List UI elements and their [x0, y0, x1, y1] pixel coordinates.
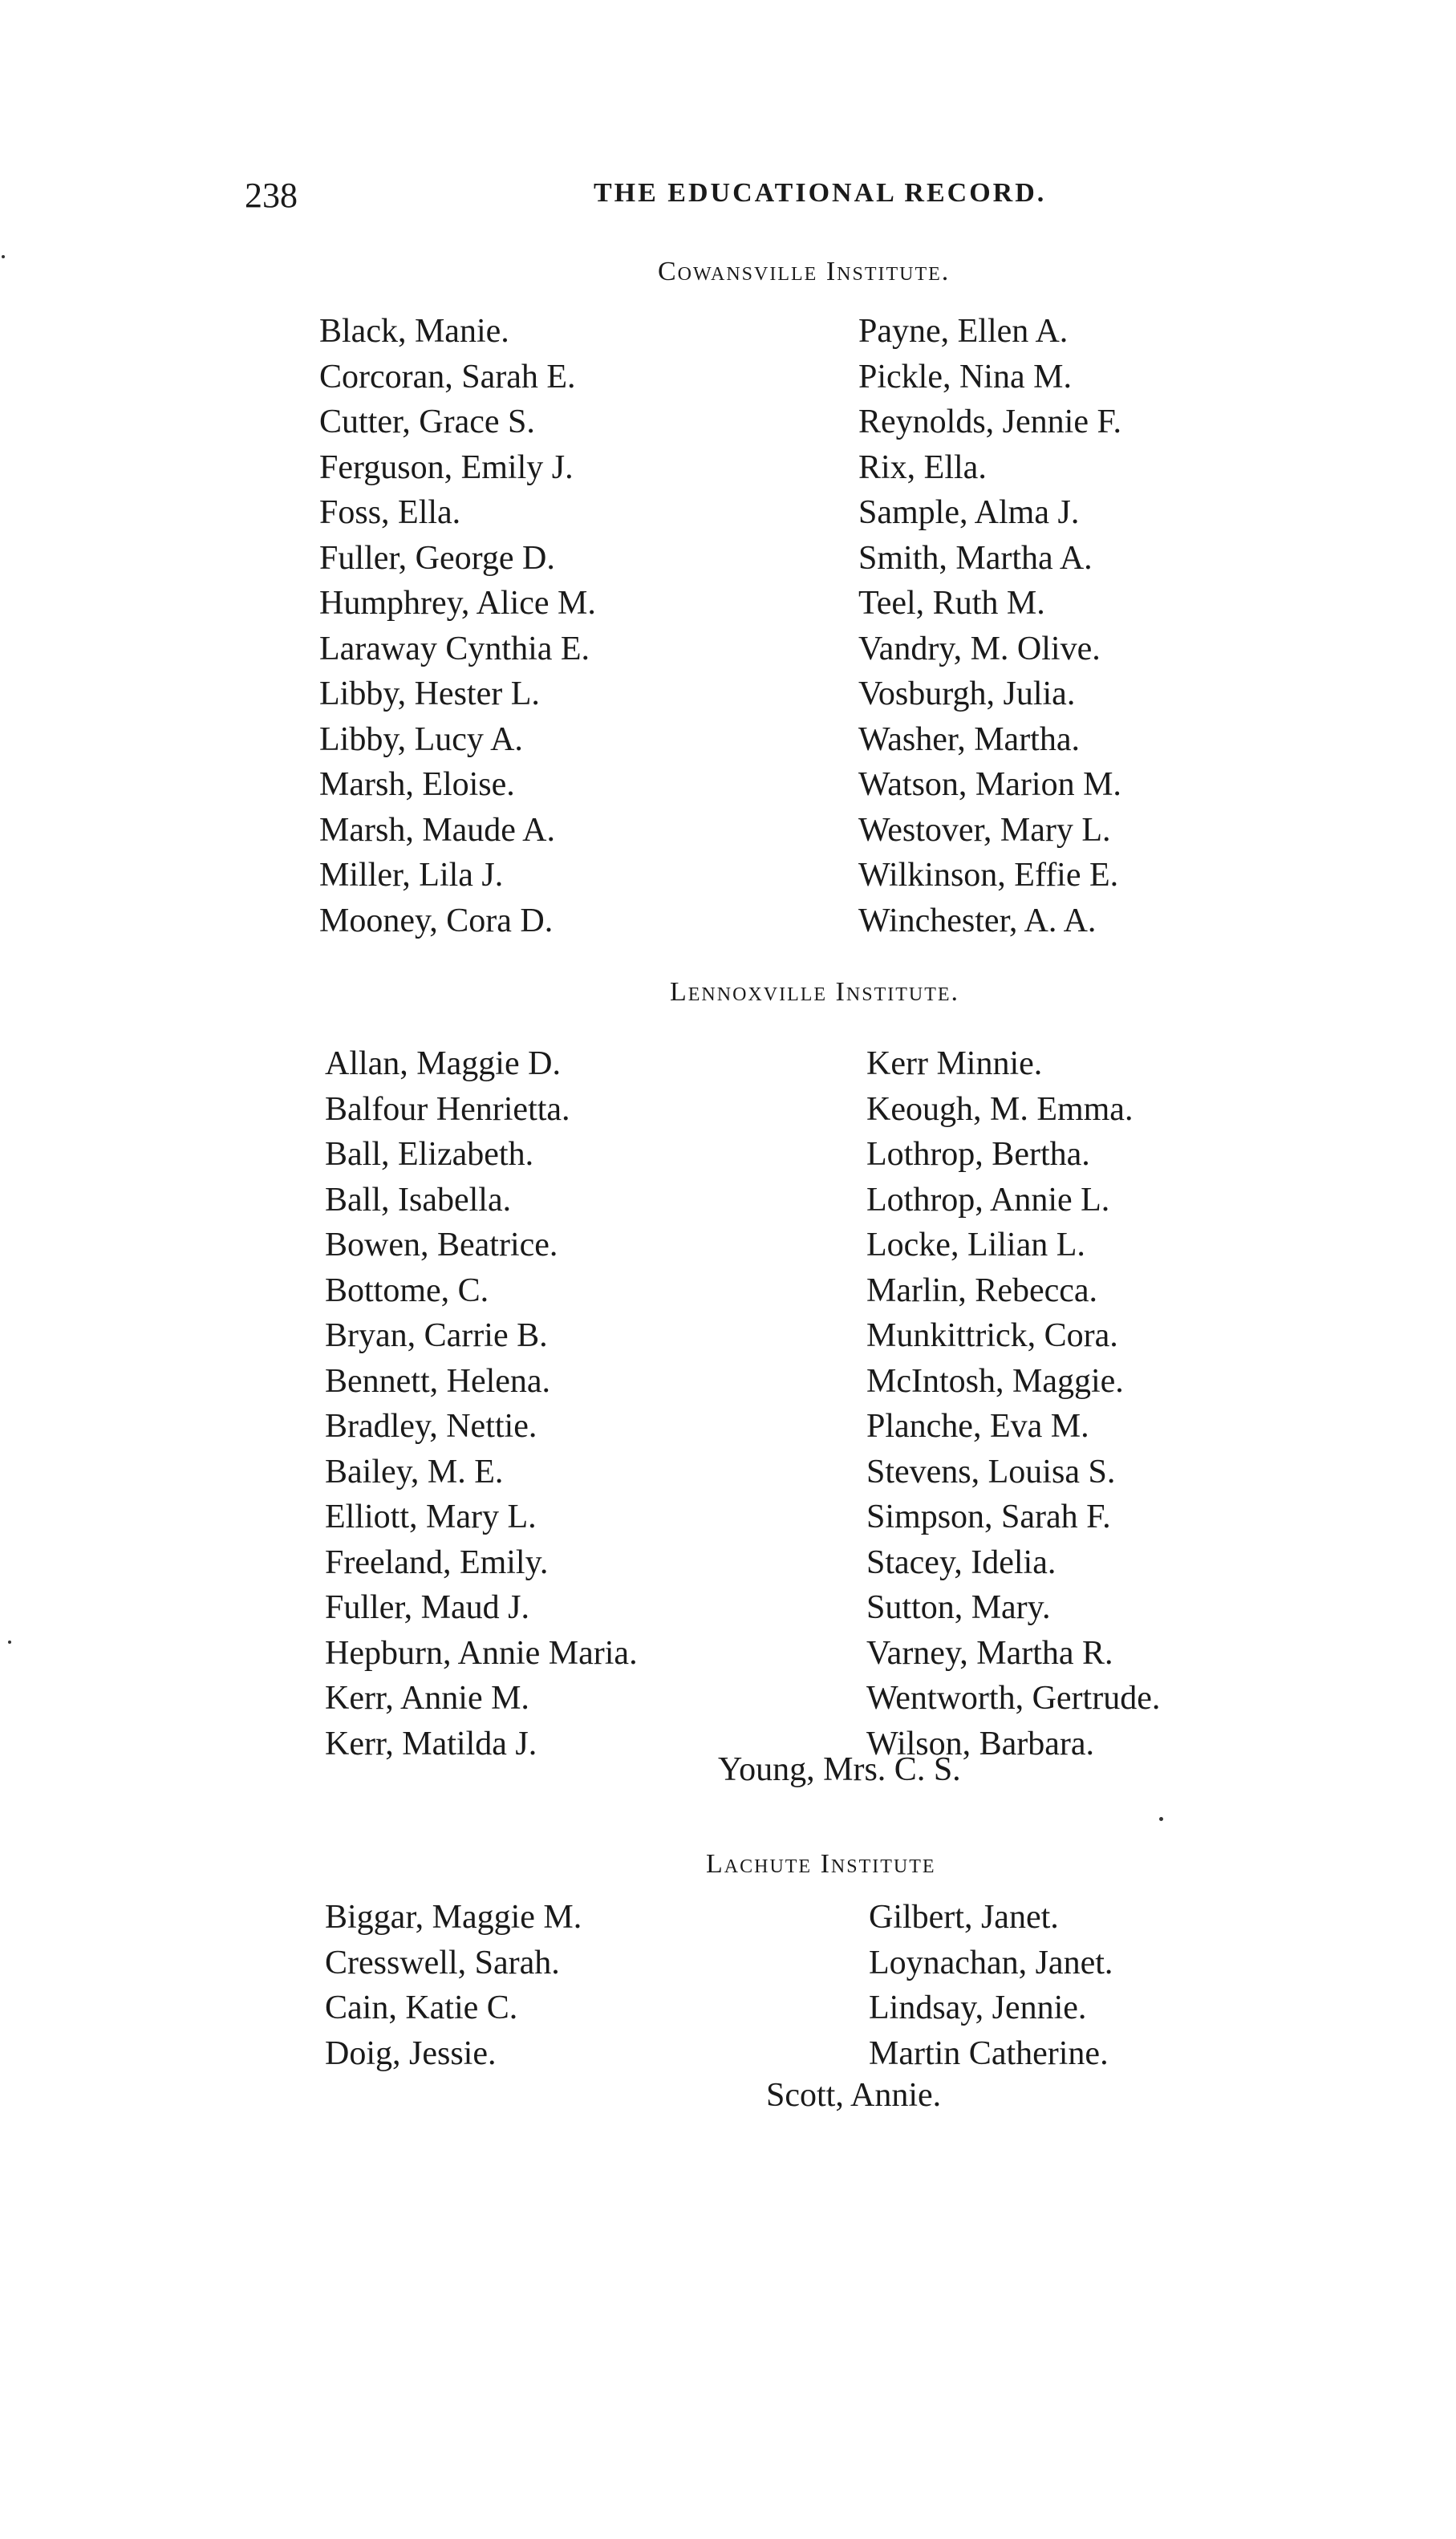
list-item: Teel, Ruth M.: [858, 585, 1045, 622]
list-item: Libby, Hester L.: [319, 675, 540, 712]
list-item: Fuller, George D.: [319, 539, 555, 577]
section-title-lennoxville: Lennoxville Institute.: [670, 977, 960, 1007]
list-item: Miller, Lila J.: [319, 857, 504, 894]
list-item: Balfour Henrietta.: [325, 1090, 570, 1128]
lachute-centered-name: Scott, Annie.: [766, 2077, 942, 2114]
list-item: McIntosh, Maggie.: [866, 1362, 1124, 1400]
list-item: Bottome, C.: [325, 1272, 489, 1309]
list-item: Libby, Lucy A.: [319, 720, 523, 758]
list-item: Gilbert, Janet.: [869, 1899, 1059, 1936]
list-item: Ball, Isabella.: [325, 1181, 512, 1219]
list-item: Bryan, Carrie B.: [325, 1317, 548, 1354]
scan-speck: [1159, 1817, 1163, 1821]
list-item: Ferguson, Emily J.: [319, 448, 574, 486]
section-title-cowansville: Cowansville Institute.: [658, 257, 951, 286]
list-item: Kerr, Annie M.: [325, 1680, 529, 1717]
page-number: 238: [245, 176, 298, 215]
list-item: Lindsay, Jennie.: [869, 1989, 1087, 2026]
list-item: Vandry, M. Olive.: [858, 630, 1101, 667]
list-item: Biggar, Maggie M.: [325, 1899, 582, 1936]
list-item: Corcoran, Sarah E.: [319, 358, 576, 395]
list-item: Marlin, Rebecca.: [866, 1272, 1098, 1309]
list-item: Loynachan, Janet.: [869, 1944, 1113, 1981]
list-item: Rix, Ella.: [858, 448, 987, 486]
running-head: THE EDUCATIONAL RECORD.: [594, 178, 1047, 208]
scan-speck: [8, 1641, 11, 1644]
list-item: Smith, Martha A.: [858, 539, 1093, 577]
list-item: Elliott, Mary L.: [325, 1499, 537, 1535]
lennoxville-right-list: [866, 1041, 1160, 1766]
list-item: Doig, Jessie.: [325, 2034, 497, 2072]
list-item: Humphrey, Alice M.: [319, 585, 596, 622]
list-item: Varney, Martha R.: [866, 1634, 1113, 1672]
list-item: Wilson, Barbara.: [866, 1725, 1095, 1762]
list-item: Watson, Marion M.: [858, 766, 1121, 803]
list-item: Planche, Eva M.: [866, 1408, 1089, 1445]
list-item: Stacey, Idelia.: [866, 1543, 1057, 1581]
list-item: Keough, M. Emma.: [866, 1090, 1134, 1128]
list-item: Simpson, Sarah F.: [866, 1499, 1111, 1535]
cowansville-right-list: [858, 309, 1121, 943]
list-item: Locke, Lilian L.: [866, 1227, 1085, 1263]
list-item: Laraway Cynthia E.: [319, 630, 590, 667]
list-item: Kerr, Matilda J.: [325, 1725, 537, 1762]
list-item: Black, Manie.: [319, 313, 509, 350]
lennoxville-centered-name: Young, Mrs. C. S.: [718, 1751, 961, 1788]
list-item: Cutter, Grace S.: [319, 404, 535, 440]
list-item: Westover, Mary L.: [858, 811, 1111, 849]
list-item: Bradley, Nettie.: [325, 1408, 537, 1445]
list-item: Washer, Martha.: [858, 720, 1080, 758]
list-item: Wentworth, Gertrude.: [866, 1680, 1161, 1717]
section-title-lachute: Lachute Institute: [706, 1849, 936, 1879]
list-item: Bennett, Helena.: [325, 1362, 551, 1400]
list-item: Marsh, Maude A.: [319, 811, 555, 849]
list-item: Kerr Minnie.: [866, 1045, 1043, 1082]
list-item: Bailey, M. E.: [325, 1453, 504, 1491]
list-item: Bowen, Beatrice.: [325, 1227, 558, 1263]
list-item: Fuller, Maud J.: [325, 1589, 529, 1626]
list-item: Martin Catherine.: [869, 2034, 1109, 2072]
list-item: Pickle, Nina M.: [858, 358, 1072, 395]
list-item: Wilkinson, Effie E.: [858, 857, 1119, 894]
list-item: Payne, Ellen A.: [858, 313, 1069, 350]
list-item: Vosburgh, Julia.: [858, 675, 1076, 712]
list-item: Reynolds, Jennie F.: [858, 404, 1121, 440]
list-item: Winchester, A. A.: [858, 902, 1097, 939]
list-item: Sample, Alma J.: [858, 494, 1080, 531]
list-item: Foss, Ella.: [319, 494, 461, 531]
list-item: Lothrop, Annie L.: [866, 1181, 1110, 1219]
lachute-right-list: [869, 1895, 1113, 2076]
lachute-left-list: [325, 1895, 582, 2076]
lennoxville-left-list: [325, 1041, 638, 1766]
list-item: Marsh, Eloise.: [319, 766, 515, 803]
list-item: Cain, Katie C.: [325, 1989, 518, 2026]
list-item: Lothrop, Bertha.: [866, 1136, 1090, 1173]
list-item: Munkittrick, Cora.: [866, 1317, 1118, 1354]
scan-speck: [2, 255, 5, 258]
list-item: Cresswell, Sarah.: [325, 1944, 560, 1981]
cowansville-left-list: [319, 309, 596, 943]
list-item: Stevens, Louisa S.: [866, 1453, 1116, 1491]
list-item: Ball, Elizabeth.: [325, 1136, 534, 1173]
list-item: Allan, Maggie D.: [325, 1045, 561, 1082]
list-item: Freeland, Emily.: [325, 1543, 549, 1581]
list-item: Sutton, Mary.: [866, 1589, 1051, 1626]
list-item: Hepburn, Annie Maria.: [325, 1634, 638, 1672]
list-item: Mooney, Cora D.: [319, 902, 554, 939]
